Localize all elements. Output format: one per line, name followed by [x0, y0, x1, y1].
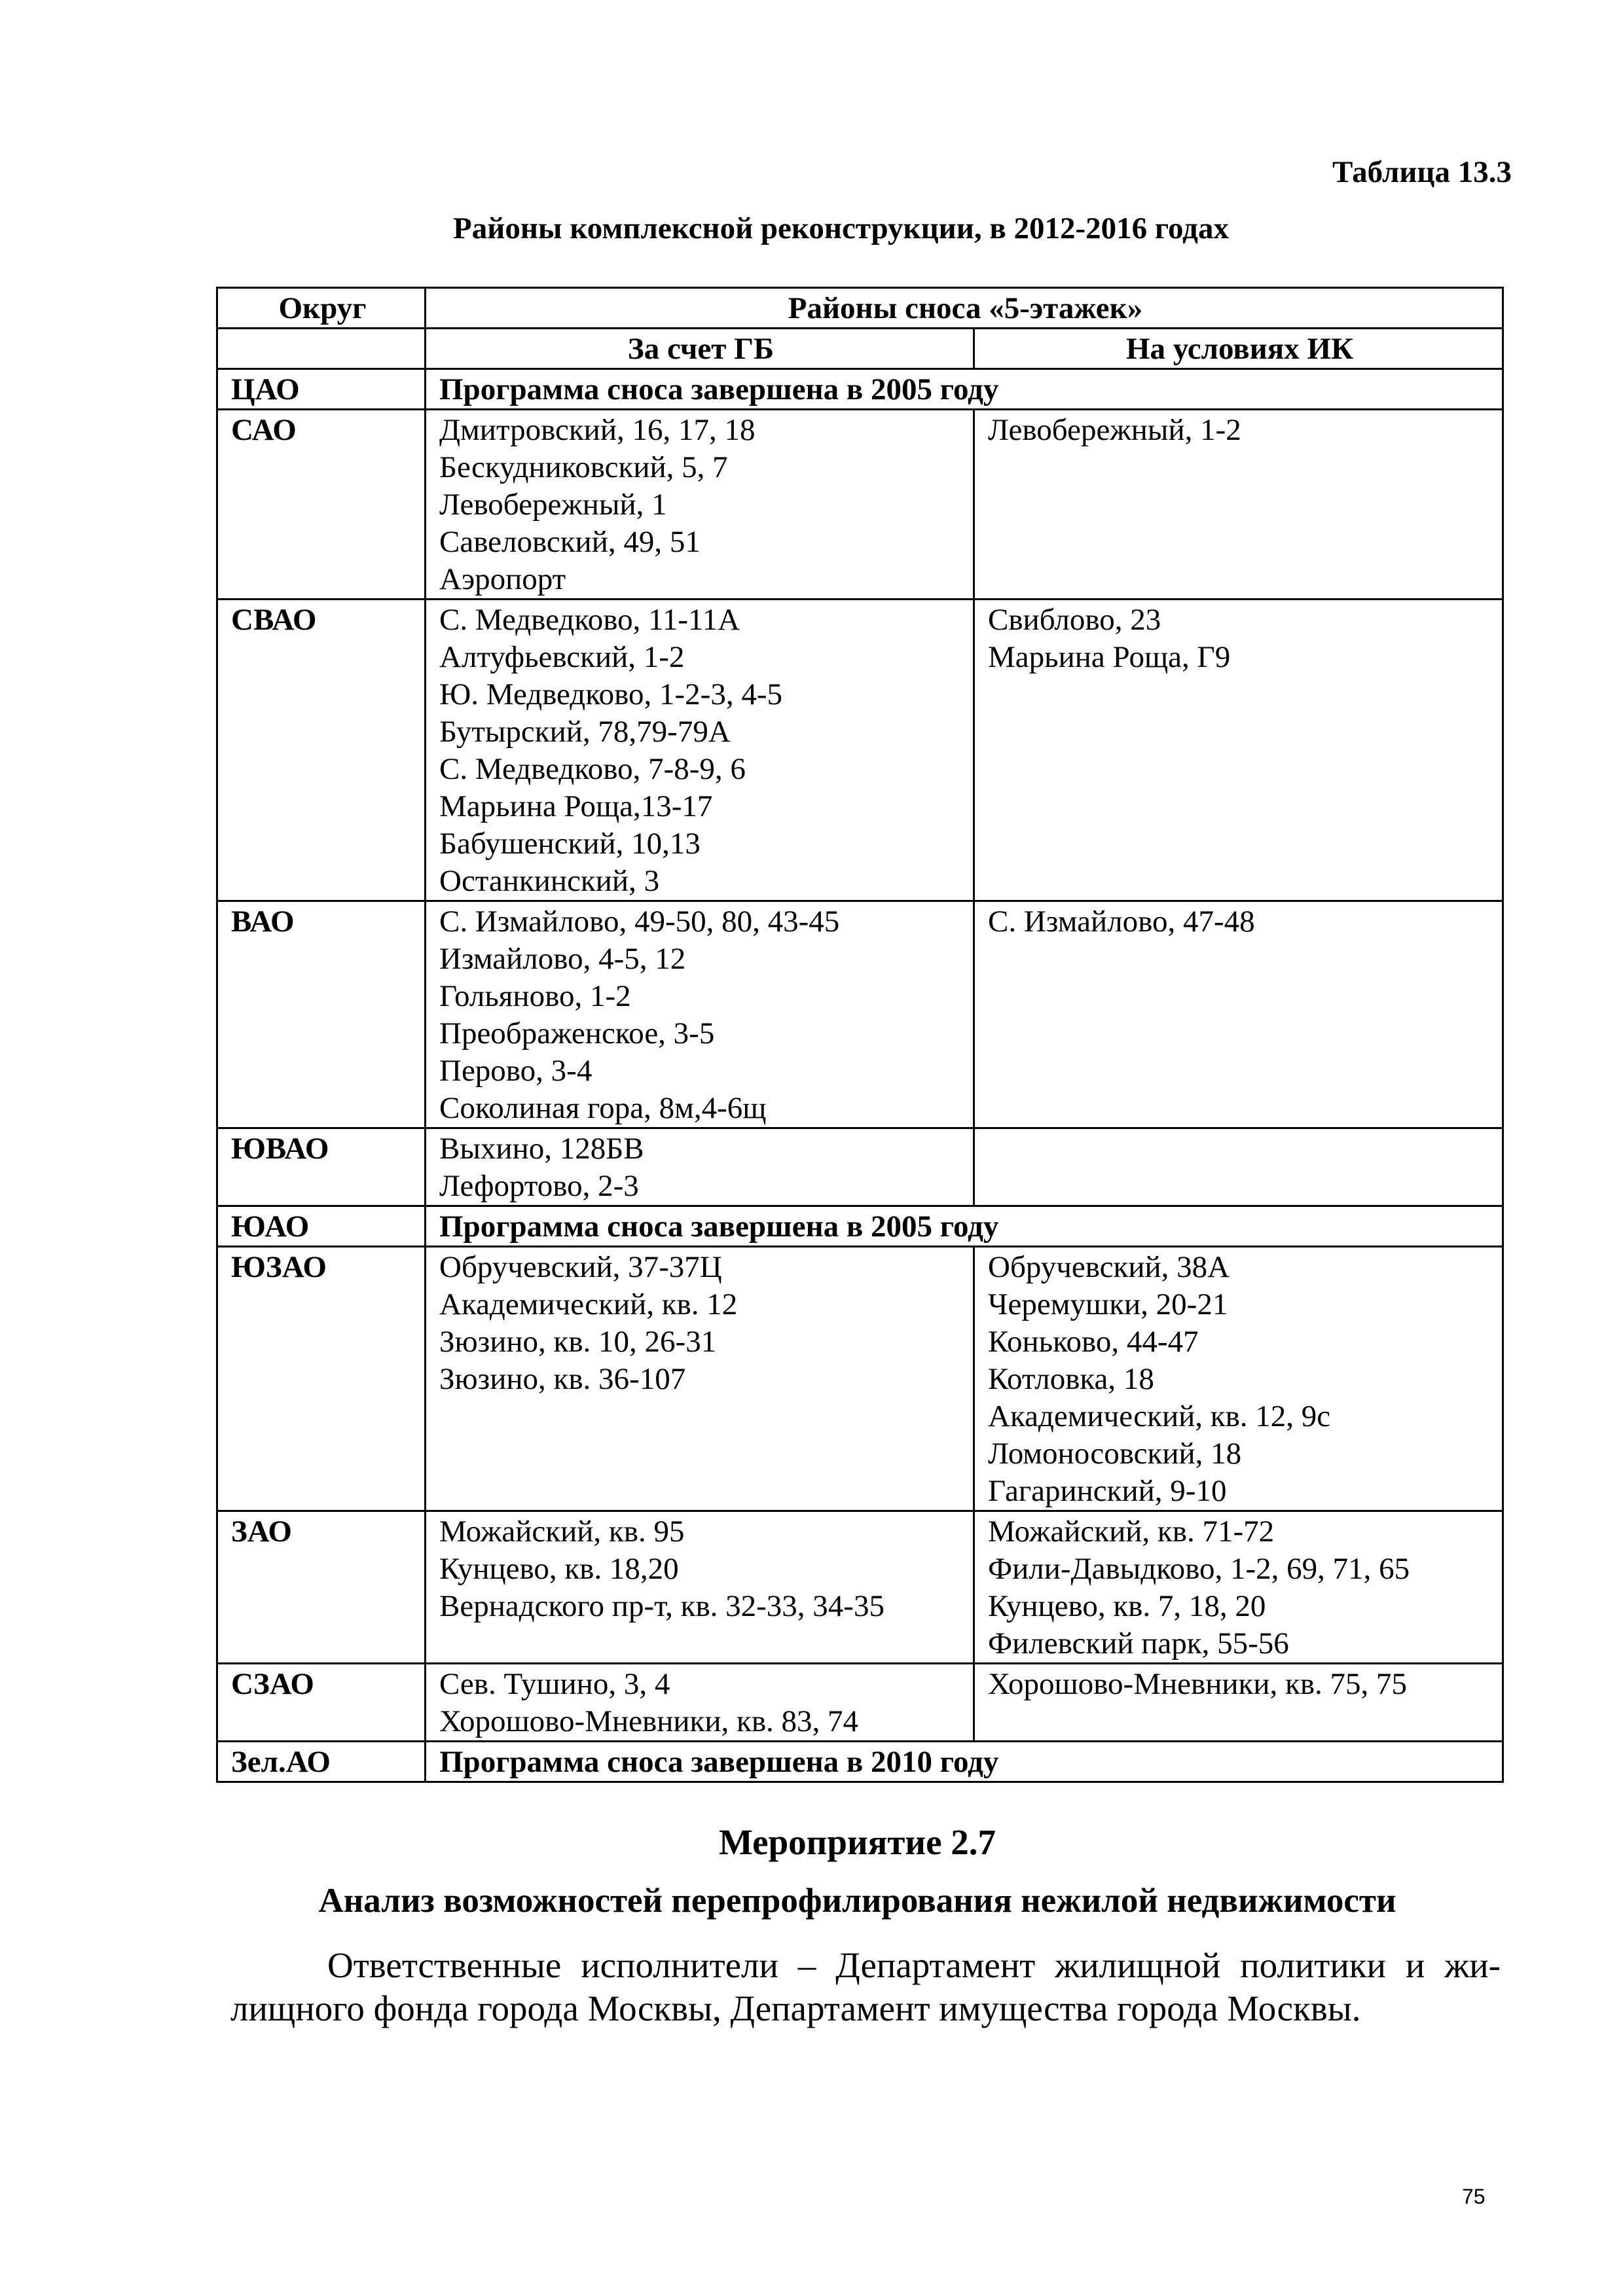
district-entry: Бутырский, 78,79-79А	[439, 715, 731, 749]
district-entry: Можайский, кв. 71-72	[988, 1515, 1275, 1549]
district-entry: Ломоносовский, 18	[988, 1437, 1242, 1471]
table-row	[217, 901, 1503, 1128]
district-entry: Бабушенский, 10,13	[439, 827, 701, 861]
district-entry: Академический, кв. 12, 9с	[988, 1399, 1331, 1433]
district-entry: Измайлово, 4-5, 12	[439, 942, 686, 976]
district-entry: Фили-Давыдково, 1-2, 69, 71, 65	[988, 1552, 1410, 1586]
body-line-1: Ответственные исполнители – Департамент жилищной политики и жи-	[327, 1945, 1501, 1985]
okrug-cell: СЗАО	[217, 1664, 426, 1742]
district-entry: Аэропорт	[439, 562, 566, 596]
header-ik: На условиях ИК	[974, 329, 1503, 369]
table-row	[217, 1664, 1503, 1742]
district-entry: Котловка, 18	[988, 1362, 1154, 1396]
district-entry: Зюзино, кв. 10, 26-31	[439, 1325, 717, 1359]
district-entry: Зюзино, кв. 36-107	[439, 1362, 686, 1396]
page-number: 75	[1462, 2185, 1486, 2208]
district-entry: Филевский парк, 55-56	[988, 1626, 1289, 1660]
district-entry: Преображенское, 3-5	[439, 1016, 715, 1050]
okrug-cell: ВАО	[217, 901, 426, 1128]
district-entry: Гагаринский, 9-10	[988, 1474, 1227, 1508]
section-title: Мероприятие 2.7	[718, 1822, 996, 1862]
ik-districts-cell	[974, 1128, 1503, 1206]
district-entry: Черемушки, 20-21	[988, 1287, 1228, 1321]
district-entry: Ю. Медведково, 1-2-3, 4-5	[439, 677, 782, 711]
table-title: Районы комплексной реконструкции, в 2012-2016 годах	[453, 211, 1229, 245]
okrug-cell: ЗАО	[217, 1511, 426, 1664]
gb-districts-cell	[426, 1664, 974, 1742]
gb-districts-cell	[426, 1128, 974, 1206]
district-entry: Кунцево, кв. 7, 18, 20	[988, 1589, 1266, 1623]
okrug-cell: СВАО	[217, 600, 426, 901]
district-entry: С. Измайлово, 47-48	[988, 905, 1255, 939]
district-entry: Перово, 3-4	[439, 1054, 593, 1088]
district-entry: Можайский, кв. 95	[439, 1515, 685, 1549]
table-row	[217, 1206, 1503, 1247]
district-entry: Вернадского пр-т, кв. 32-33, 34-35	[439, 1589, 884, 1623]
okrug-cell: ЮВАО	[217, 1128, 426, 1206]
district-entry: Марьина Роща,13-17	[439, 789, 713, 823]
demolition-districts-table	[216, 287, 1504, 1783]
district-entry: Сев. Тушино, 3, 4	[439, 1667, 670, 1701]
body-line-2: лищного фонда города Москвы, Департамент имущества города Москвы.	[230, 1988, 1361, 2028]
table-row	[217, 410, 1503, 600]
district-entry: С. Медведково, 7-8-9, 6	[439, 752, 746, 786]
table-row	[217, 1247, 1503, 1511]
district-entry: Марьина Роща, Г9	[988, 640, 1231, 674]
section-subtitle: Анализ возможностей перепрофилирования нежилой недвижимости	[318, 1882, 1396, 1920]
table-row	[217, 600, 1503, 901]
okrug-cell: ЦАО	[217, 369, 426, 410]
gb-districts-cell	[426, 901, 974, 1128]
district-entry: Коньково, 44-47	[988, 1325, 1199, 1359]
district-entry: Хорошово-Мневники, кв. 75, 75	[988, 1667, 1408, 1701]
gb-districts-cell	[426, 1247, 974, 1511]
ik-districts-cell	[974, 1664, 1503, 1742]
program-note-cell: Программа сноса завершена в 2005 году	[426, 1206, 1503, 1247]
ik-districts-cell	[974, 1511, 1503, 1664]
program-note-cell: Программа сноса завершена в 2010 году	[426, 1742, 1503, 1782]
table-row	[217, 1511, 1503, 1664]
header-okrug: Округ	[217, 288, 426, 329]
district-entry: Лефортово, 2-3	[439, 1169, 639, 1203]
district-entry: Свиблово, 23	[988, 603, 1161, 637]
table-row	[217, 369, 1503, 410]
table-row	[217, 1128, 1503, 1206]
gb-districts-cell	[426, 410, 974, 600]
header-districts: Районы сноса «5-этажек»	[426, 288, 1503, 329]
subheader-empty-cell	[217, 329, 426, 369]
district-entry: Савеловский, 49, 51	[439, 525, 701, 559]
gb-districts-cell	[426, 600, 974, 901]
district-entry: Выхино, 128БВ	[439, 1132, 644, 1166]
table-subheader-row	[217, 329, 1503, 369]
okrug-cell: ЮЗАО	[217, 1247, 426, 1511]
district-entry: Соколиная гора, 8м,4-6щ	[439, 1091, 767, 1125]
ik-districts-cell	[974, 1247, 1503, 1511]
district-entry: Обручевский, 38А	[988, 1250, 1230, 1284]
district-entry: Дмитровский, 16, 17, 18	[439, 413, 756, 447]
body-paragraph	[230, 1944, 1501, 2030]
district-entry: Левобережный, 1	[439, 488, 667, 522]
district-entry: Гольяново, 1-2	[439, 979, 631, 1013]
okrug-cell: ЮАО	[217, 1206, 426, 1247]
district-entry: Бескудниковский, 5, 7	[439, 450, 728, 484]
table-header-row	[217, 288, 1503, 329]
district-entry: Обручевский, 37-37Ц	[439, 1250, 722, 1284]
table-row	[217, 1742, 1503, 1782]
ik-districts-cell	[974, 410, 1503, 600]
okrug-cell: Зел.АО	[217, 1742, 426, 1782]
gb-districts-cell	[426, 1511, 974, 1664]
table-label: Таблица 13.3	[1332, 155, 1512, 189]
district-entry: Левобережный, 1-2	[988, 413, 1241, 447]
header-gb: За счет ГБ	[426, 329, 974, 369]
okrug-cell: САО	[217, 410, 426, 600]
program-note-cell: Программа сноса завершена в 2005 году	[426, 369, 1503, 410]
district-entry: С. Измайлово, 49-50, 80, 43-45	[439, 905, 840, 939]
district-entry: Хорошово-Мневники, кв. 83, 74	[439, 1704, 859, 1738]
district-entry: С. Медведково, 11-11А	[439, 603, 740, 637]
district-entry: Алтуфьевский, 1-2	[439, 640, 685, 674]
district-entry: Останкинский, 3	[439, 864, 660, 898]
district-entry: Академический, кв. 12	[439, 1287, 738, 1321]
district-entry: Кунцево, кв. 18,20	[439, 1552, 679, 1586]
ik-districts-cell	[974, 600, 1503, 901]
ik-districts-cell	[974, 901, 1503, 1128]
